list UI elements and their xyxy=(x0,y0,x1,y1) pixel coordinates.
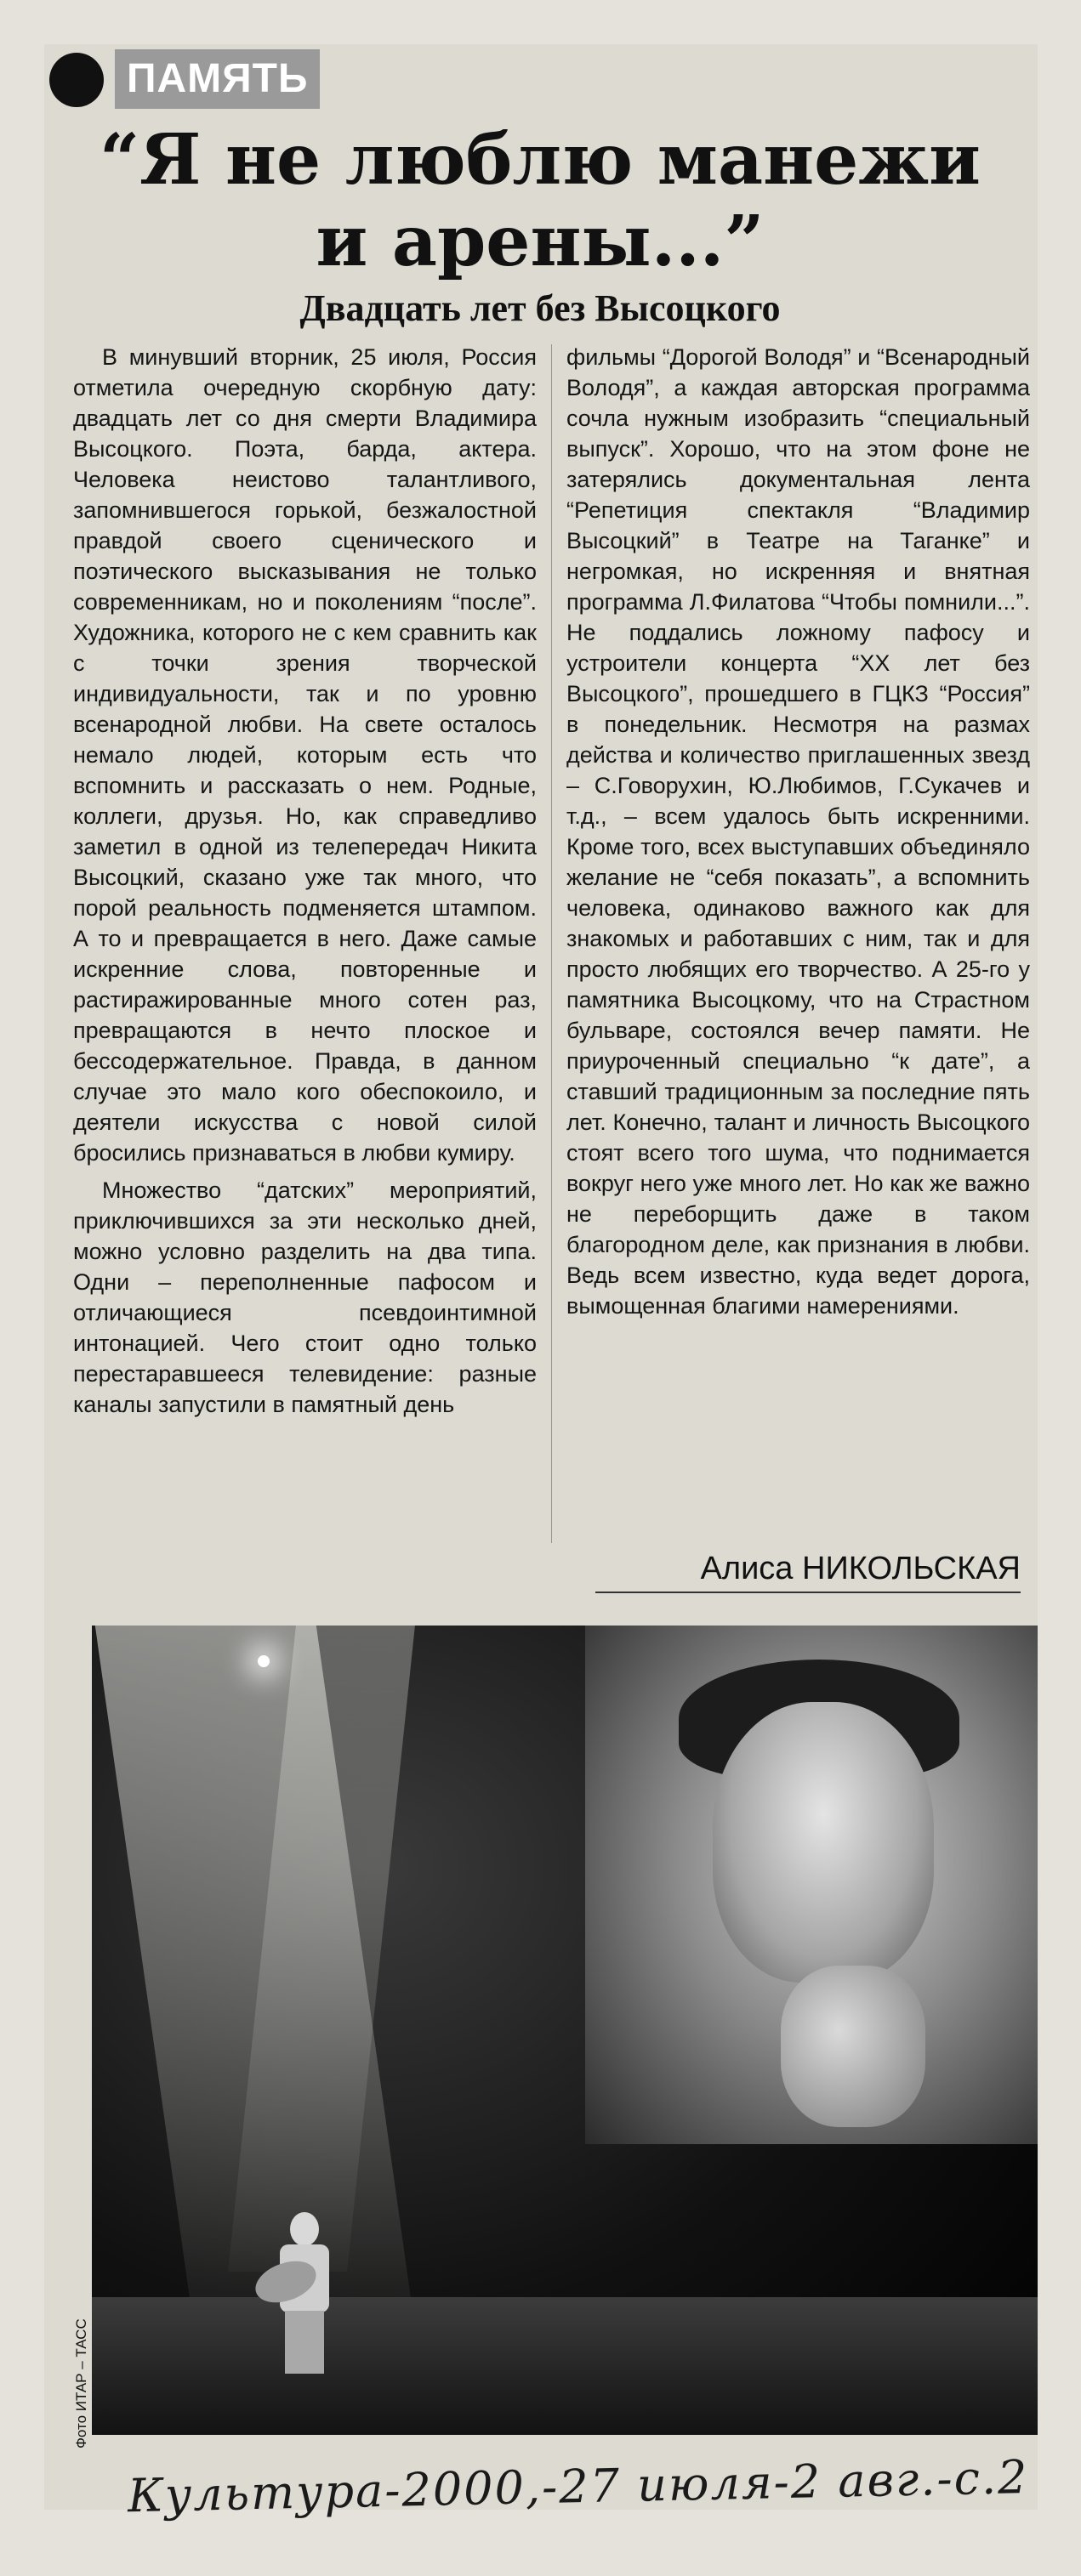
subtitle: Двадцать лет без Высоцкого xyxy=(299,287,781,329)
headline xyxy=(51,119,1029,282)
author-byline: Алиса НИКОЛЬСКАЯ xyxy=(595,1549,1021,1593)
photo-credit: Фото ИТАР – ТАСС xyxy=(73,2318,89,2448)
article-paragraph: фильмы “Дорогой Володя” и “Всенародный Володя”, а каждая авторская программа сочла нужным изобразить “специальный выпуск”. Хорошо, что на этом фоне не затерялись документальная лента “Репетиция спектакля “Владимир Высоцкий” в Театре на Таганке” и негромкая, но искренняя и внятная программа Л.Филатова “Чтобы помнили...”. Не поддались ложному пафосу и устроители концерта “XX лет без Высоцкого”, прошедшего в ГЦКЗ “Россия” в понедельник. Несмотря на размах действа и количество приглашенных звезд – С.Говорухин, Ю.Любимов, Г.Сукачев и т.д., – всем удалось быть искренними. Кроме того, всех выступавших объединяло желание не “себя показать”, а вспомнить человека, одинаково важного как для знакомых и работавших с ним, так и для просто любящих его творчество. А 25-го у памятника Высоцкому, что на Страстном бульваре, состоялся вечер памяти. Не приуроченный специально “к дате”, а ставший традиционным за последние пять лет. Конечно, талант и личность Высоцкого стоят всего того шума, что поднимается вокруг него уже много лет. Но как же важно не переборщить даже в таком благородном деле, как признания в любви. Ведь всем известно, куда ведет дорога, вымощенная благими намерениями. xyxy=(566,344,1030,1319)
concert-photo xyxy=(92,1626,1038,2435)
handwritten-source-note: Культура-2000,-27 июля-2 авг.-с.2 xyxy=(127,2450,1030,2523)
rubric-bullet-icon xyxy=(49,53,104,107)
article-paragraph: Множество “датских” мероприятий, приключившихся за эти несколько дней, можно условно разделить на два типа. Одни – переполненные пафосом и отличающиеся псевдоинтимной интонацией. Чего стоит одно только перестаравшееся телевидение: разные каналы запустили в памятный день xyxy=(73,1177,537,1417)
article-column-right xyxy=(566,342,1030,1540)
column-divider xyxy=(551,344,552,1543)
portrait-hand xyxy=(781,1966,925,2127)
performer-head xyxy=(290,2212,319,2246)
portrait-face xyxy=(713,1702,934,1983)
performer-figure xyxy=(266,2212,343,2374)
spotlight-icon xyxy=(258,1655,270,1667)
portrait-screen xyxy=(585,1626,1038,2144)
performer-legs xyxy=(285,2311,324,2374)
headline-line-1: “Я не люблю манежи xyxy=(100,119,981,201)
stage-floor xyxy=(92,2297,1038,2435)
article-paragraph: В минувший вторник, 25 июля, Россия отметила очередную скорбную дату: двадцать лет со дня смерти Владимира Высоцкого. Поэта, барда, актера. Человека неистово талантливого, запомнившегося горькой, безжалостной правдой своего сценического и поэтического высказывания не только современникам, но и поколениям “после”. Художника, которого не с кем сравнить как с точки зрения творческой индивидуальности, так и по уровню всенародной любви. На свете осталось немало людей, которым есть что вспомнить и рассказать о нем. Родные, коллеги, друзья. Но, как справедливо заметил в одной из телепередач Никита Высоцкий, сказано уже так много, что порой реальность подменяется штампом. А то и превращается в него. Даже самые искренние слова, повторенные и растиражированные много сотен раз, превращаются в нечто плоское и бессодержательное. Правда, в данном случае это мало кого обеспокоило, и деятели искусства с новой силой бросились признаваться в любви кумиру. xyxy=(73,344,537,1166)
headline-line-2: и арены...” xyxy=(316,201,765,282)
rubric-label: ПАМЯТЬ xyxy=(115,49,320,109)
article-column-left xyxy=(73,342,537,1566)
